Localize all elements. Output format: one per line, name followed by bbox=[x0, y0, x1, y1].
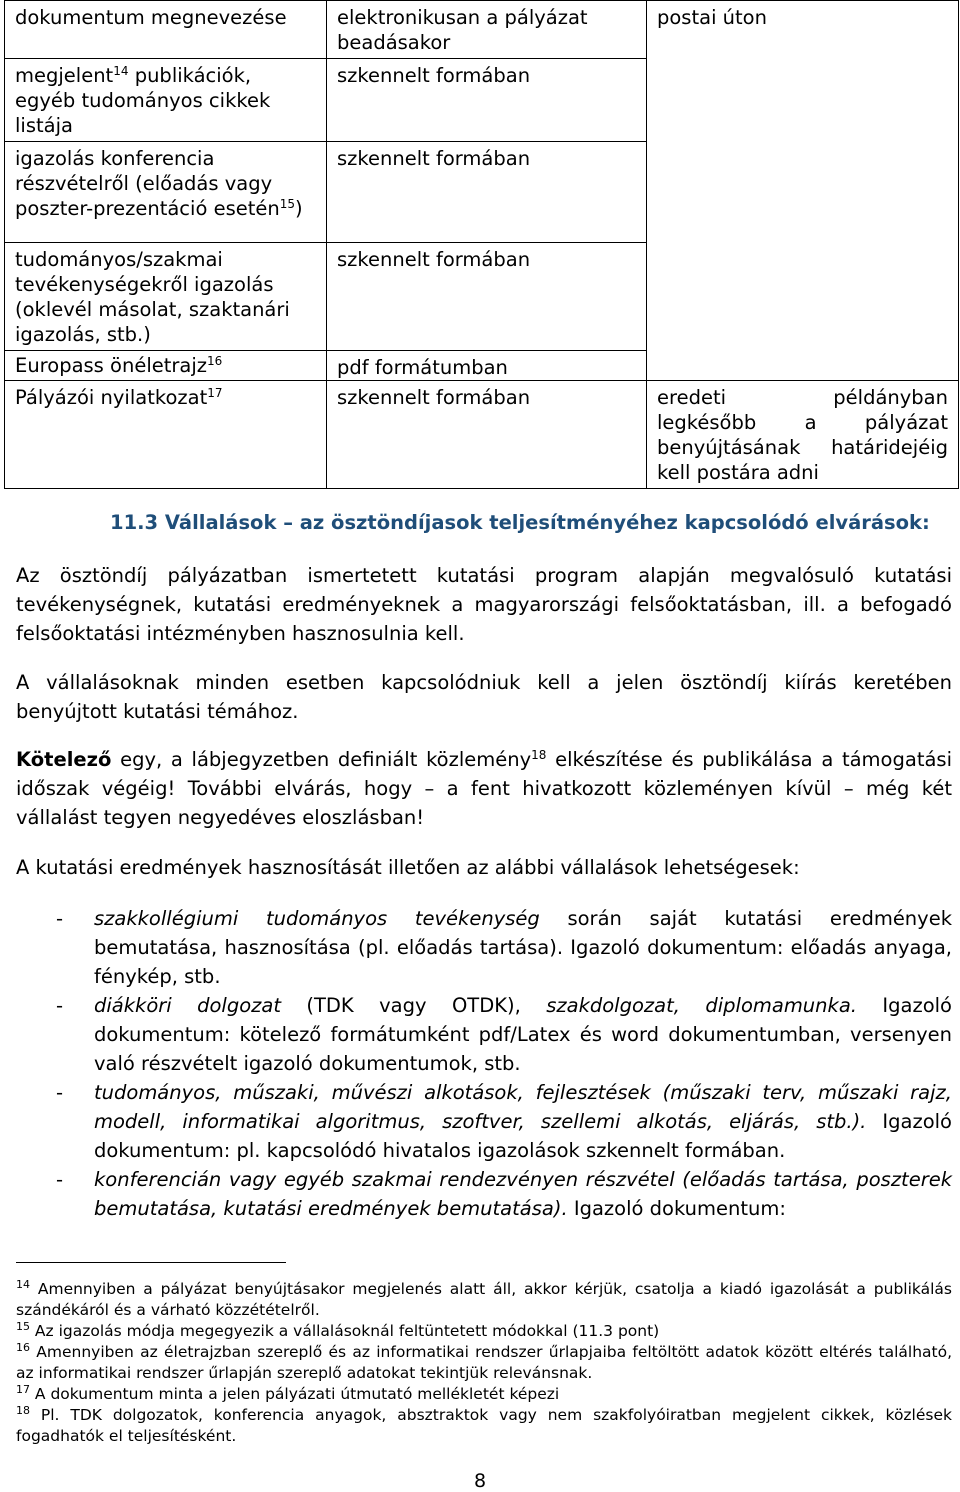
list-item: - szakkollégiumi tudományos tevékenység során saját kutatási eredmények bemutatása, hasznosítása (pl. előadás tartása). Igazoló dokumentum: előadás anyaga, fénykép, stb. bbox=[16, 904, 952, 991]
table-header-row bbox=[5, 1, 959, 59]
row-electronic: szkennelt formában bbox=[327, 243, 647, 351]
paragraph: A vállalásoknak minden esetben kapcsolódniuk kell a jelen ösztöndíj kiírás keretében benyújtott kutatási témához. bbox=[16, 671, 952, 723]
footnote: $^{15}$ Az igazolás módja megegyezik a vállalásoknál feltüntetett módokkal (11.3 pont) bbox=[16, 1320, 660, 1340]
row-document-name: megjelent$^{14}$ publikációk, egyéb tudományos cikkek listája bbox=[5, 59, 327, 142]
paragraph: Az ösztöndíj pályázatban ismertetett kutatási program alapján megvalósuló kutatási tevékenységnek, kutatási eredményeknek a magyarországi felsőoktatásban, ill. a befogadó felsőoktatási intézményben hasznosulnia kell. bbox=[16, 564, 952, 645]
footnotes bbox=[16, 1279, 952, 1447]
footnote-ref: 18 bbox=[531, 748, 547, 762]
header-document-name: dokumentum megnevezése bbox=[5, 1, 327, 59]
footnote: $^{18}$ Pl. TDK dolgozatok, konferencia anyagok, absztraktok vagy nem szakfolyóiratban megjelent cikkek, közlések fogadhatók el teljesítésként. bbox=[16, 1404, 952, 1445]
row-electronic: szkennelt formában bbox=[327, 142, 647, 243]
footnote: $^{17}$ A dokumentum minta a jelen pályázati útmutató mellékletét képezi bbox=[16, 1383, 560, 1403]
row-document-name: igazolás konferencia részvételről (előadás vagy poszter-prezentáció esetén$^{15}$) bbox=[5, 142, 327, 243]
list-dash: - bbox=[56, 994, 64, 1017]
list-item: - tudományos, műszaki, művészi alkotások, fejlesztések (műszaki terv, műszaki rajz, modell, informatikai algoritmus, szoftver, szellemi alkotás, eljárás, stb.). Igazoló dokumentum: pl. kapcsolódó hivatalos igazolások szkennelt formában. bbox=[16, 1078, 952, 1165]
footnote: $^{16}$ Amennyiben az életrajzban szereplő és az informatikai rendszer űrlapjaiba feltöltött adatok között eltérés található, az informatikai rendszer űrlapján szereplő adatokat tekintjük relevánsnak. bbox=[16, 1341, 952, 1382]
row-document-name: tudományos/szakmai tevékenységekről igazolás (oklevél másolat, szaktanári igazolás, stb.) bbox=[5, 243, 327, 351]
row-postal bbox=[647, 59, 959, 142]
list-dash: - bbox=[56, 907, 64, 930]
footnote-separator bbox=[16, 1262, 286, 1263]
footnote-ref: 16 bbox=[207, 354, 223, 368]
section-heading: 11.3 Vállalások – az ösztöndíjasok teljesítményéhez kapcsolódó elvárások: bbox=[110, 511, 930, 534]
paragraph: A kutatási eredmények hasznosítását illetően az alábbi vállalások lehetségesek: bbox=[16, 856, 800, 879]
row-postal bbox=[647, 142, 959, 243]
table-row bbox=[5, 59, 959, 142]
row-document-name: Europass önéletrajz$^{16}$ bbox=[5, 351, 327, 381]
page-number: 8 bbox=[473, 1470, 487, 1492]
table-row bbox=[5, 381, 959, 489]
header-postal: postai úton bbox=[647, 1, 959, 59]
footnote-ref: 15 bbox=[279, 197, 296, 211]
documents-table bbox=[4, 0, 959, 489]
row-electronic: szkennelt formában bbox=[327, 381, 647, 489]
row-postal bbox=[647, 243, 959, 351]
table-row bbox=[5, 142, 959, 243]
footnote-ref: 17 bbox=[207, 386, 223, 400]
list-dash: - bbox=[56, 1081, 64, 1104]
bold-term: Kötelező bbox=[16, 748, 112, 771]
row-postal: eredeti példányban legkésőbb a pályázat benyújtásának határidejéig kell postára adni bbox=[647, 381, 959, 489]
footnote: $^{14}$ Amennyiben a pályázat benyújtásakor megjelenés alatt áll, akkor kérjük, csatolja a kiadó igazolását a publikálás szándékáról és a várható közzétételről. bbox=[16, 1278, 952, 1319]
row-electronic: pdf formátumban bbox=[327, 351, 647, 381]
table-row bbox=[5, 351, 959, 381]
row-electronic: szkennelt formában bbox=[327, 59, 647, 142]
list-dash: - bbox=[56, 1168, 64, 1191]
list-item: - diákköri dolgozat (TDK vagy OTDK), szakdolgozat, diplomamunka. Igazoló dokumentum: kötelező formátumként pdf/Latex és word dokumentumban, versenyen való részvételt igazoló dokumentumok, stb. bbox=[16, 991, 952, 1078]
row-document-name: Pályázói nyilatkozat$^{17}$ bbox=[5, 381, 327, 489]
list-item: - konferencián vagy egyéb szakmai rendezvényen részvétel (előadás tartása, poszterek bemutatása, kutatási eredmények bemutatása). Igazoló dokumentum: bbox=[16, 1165, 952, 1223]
commitment-list bbox=[16, 904, 952, 1223]
paragraph: Kötelező egy, a lábjegyzetben definiált közlemény$^{18}$ elkészítése és publikálása a támogatási időszak végéig! További elvárás, hogy – a fent hivatkozott közleményen kívül – még két vállalást tegyen negyedéves eloszlásban! bbox=[16, 748, 952, 829]
header-electronic: elektronikusan a pályázat beadásakor bbox=[327, 1, 647, 59]
row-postal bbox=[647, 351, 959, 381]
table-row bbox=[5, 243, 959, 351]
footnote-ref: 14 bbox=[113, 64, 129, 78]
